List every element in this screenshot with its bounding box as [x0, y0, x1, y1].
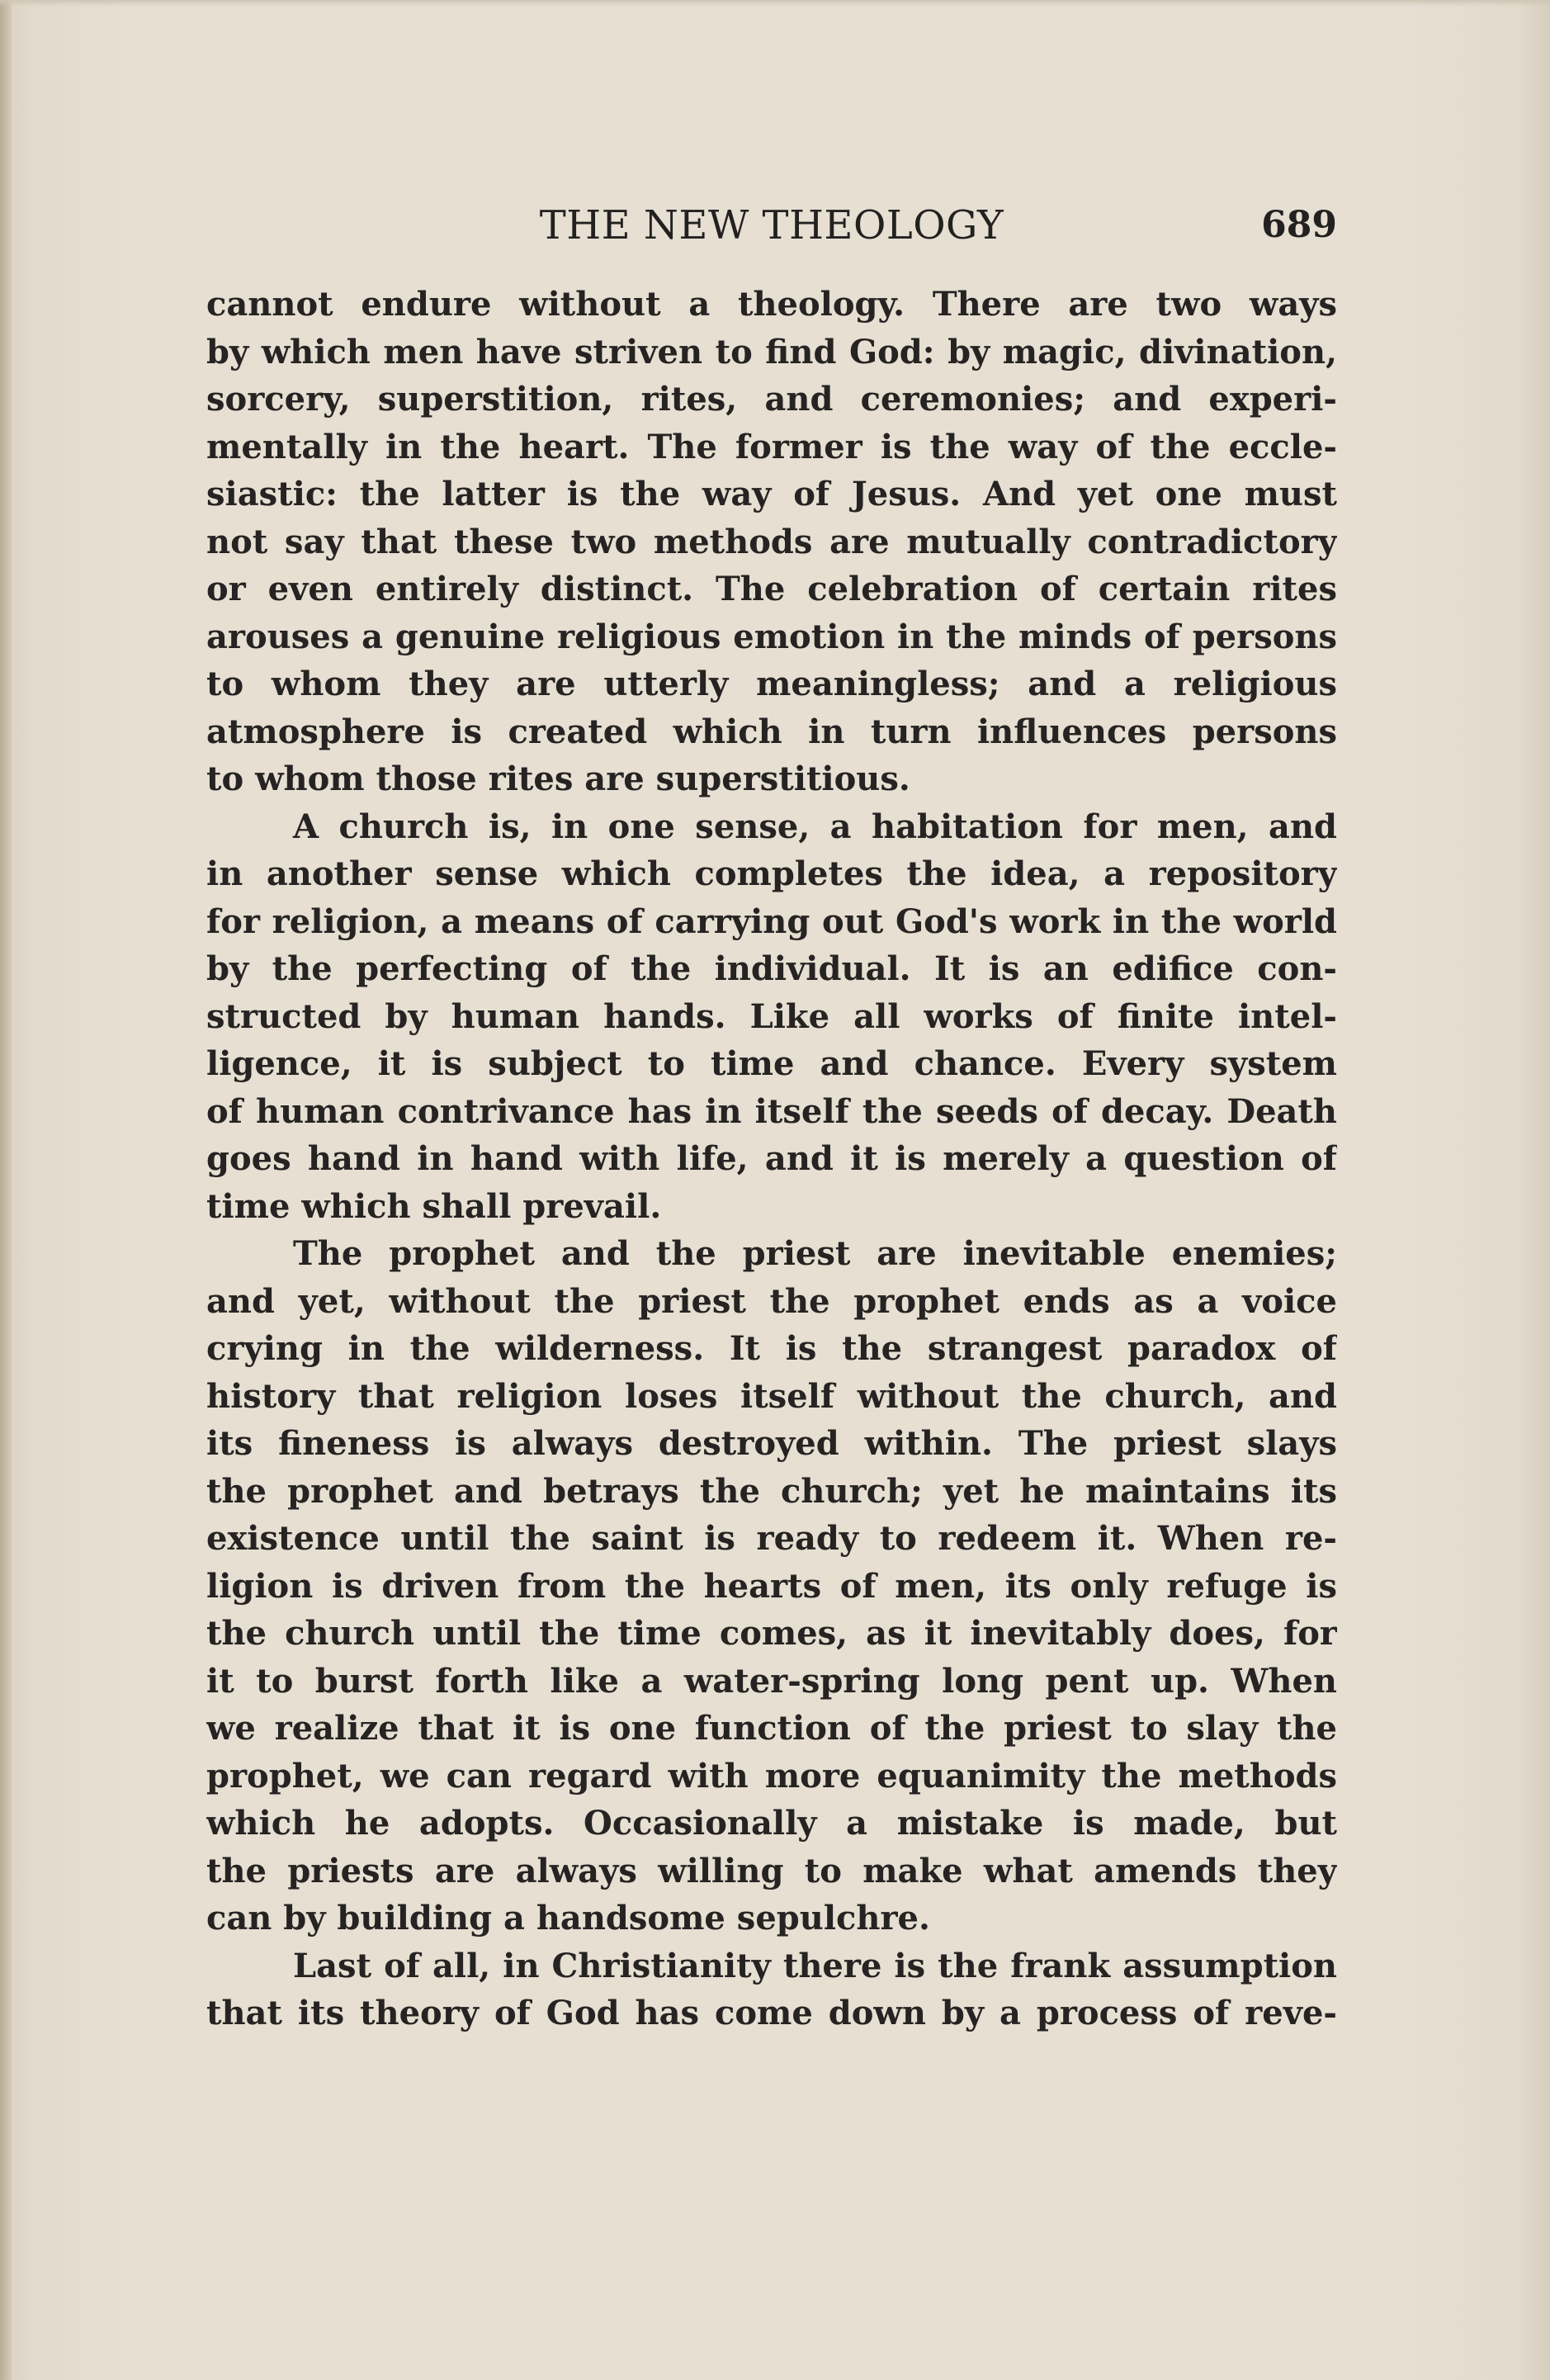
text-line: structed by human hands. Like all works of finite intel-	[206, 996, 1337, 1036]
text-line: sorcery, superstition, rites, and ceremonies; and experi-	[206, 380, 1337, 419]
paragraph-first-line: The prophet and the priest are inevitable enemies;	[293, 1234, 1337, 1273]
text-line: cannot endure without a theology. There are two ways	[206, 285, 1337, 324]
text-line: the prophet and betrays the church; yet he maintains its	[206, 1471, 1337, 1511]
text-line: or even entirely distinct. The celebration of certain rites	[206, 570, 1337, 608]
page-number: 689	[1261, 204, 1337, 246]
paragraph-last-line: time which shall prevail.	[206, 1186, 662, 1226]
running-head: THE NEW THEOLOGY	[539, 202, 1004, 248]
text-line: siastic: the latter is the way of Jesus. And yet one must	[206, 475, 1337, 513]
paragraph-first-line: Last of all, in Christianity there is the frank assumption	[293, 1946, 1337, 1985]
text-line: for religion, a means of carrying out God's work in the world	[206, 901, 1337, 941]
text-line: the priests are always willing to make what amends they	[206, 1851, 1337, 1890]
text-line: prophet, we can regard with more equanimity the methods	[206, 1756, 1337, 1796]
text-line: that its theory of God has come down by a process of reve-	[206, 1994, 1337, 2032]
text-line: ligion is driven from the hearts of men, its only refuge is	[206, 1566, 1337, 1606]
text-line: by the perfecting of the individual. It is an edifice con-	[206, 949, 1337, 988]
page-gutter-shadow	[0, 0, 12, 2380]
text-line: goes hand in hand with life, and it is merely a question of	[206, 1139, 1337, 1178]
text-line: arouses a genuine religious emotion in the minds of persons	[206, 617, 1337, 656]
text-line: ligence, it is subject to time and chance. Every system	[206, 1044, 1337, 1083]
page-header	[206, 196, 1337, 254]
text-line: to whom they are utterly meaningless; and a religious	[206, 665, 1337, 703]
text-line: in another sense which completes the idea, a repository	[206, 854, 1337, 893]
text-line: crying in the wilderness. It is the strangest paradox of	[206, 1329, 1337, 1368]
text-line: its fineness is always destroyed within. The priest slays	[206, 1424, 1337, 1463]
paragraph-last-line: can by building a handsome sepulchre.	[206, 1899, 930, 1938]
paragraph-first-line: A church is, in one sense, a habitation for men, and	[293, 807, 1337, 846]
text-line: it to burst forth like a water-spring long pent up. When	[206, 1661, 1337, 1701]
text-line: we realize that it is one function of the priest to slay the	[206, 1709, 1337, 1748]
text-line: atmosphere is created which in turn influences persons	[206, 712, 1337, 751]
text-line: and yet, without the priest the prophet ends as a voice	[206, 1281, 1337, 1321]
paragraph-last-line: to whom those rites are superstitious.	[206, 759, 910, 798]
text-line: which he adopts. Occasionally a mistake is made, but	[206, 1804, 1337, 1843]
page-top-shadow	[0, 0, 1550, 7]
text-line: by which men have striven to find God: by magic, divination,	[206, 332, 1337, 371]
text-line: not say that these two methods are mutually contradictory	[206, 522, 1337, 561]
text-line: the church until the time comes, as it inevitably does, for	[206, 1614, 1337, 1653]
text-line: of human contrivance has in itself the seeds of decay. Death	[206, 1091, 1337, 1131]
text-line: existence until the saint is ready to redeem it. When re-	[206, 1519, 1337, 1558]
body-text	[206, 281, 1337, 2037]
text-line: mentally in the heart. The former is the way of the eccle-	[206, 427, 1337, 466]
text-line: history that religion loses itself without the church, and	[206, 1376, 1337, 1416]
